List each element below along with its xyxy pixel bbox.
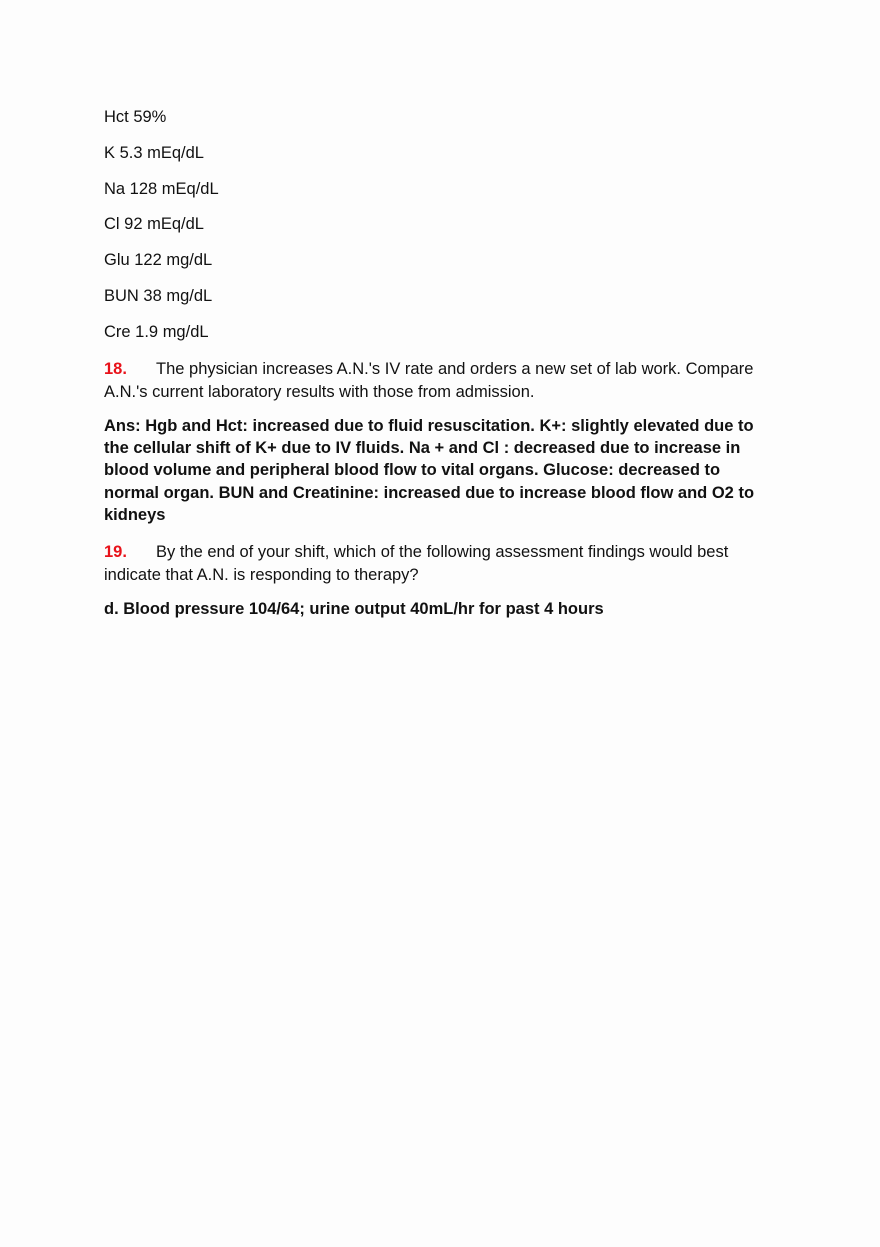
question-text: The physician increases A.N.'s IV rate and orders a new set of lab work. Compare A.N.'s current laboratory results with those from admission.	[104, 359, 754, 401]
lab-value-glu: Glu 122 mg/dL	[104, 251, 213, 270]
lab-value-cre: Cre 1.9 mg/dL	[104, 322, 209, 341]
lab-value-na: Na 128 mEq/dL	[104, 179, 219, 198]
question-19	[104, 541, 776, 587]
answer-19: d. Blood pressure 104/64; urine output 40mL/hr for past 4 hours	[104, 599, 604, 618]
question-text: By the end of your shift, which of the following assessment findings would best indicate that A.N. is responding to therapy?	[104, 542, 729, 584]
answer-18: Ans: Hgb and Hct: increased due to fluid resuscitation. K+: slightly elevated due to the cellular shift of K+ due to IV fluids. Na + and Cl : decreased due to increase in blood volume and peripheral blood flow to vital organs. Glucose: decreased to normal organ. BUN and Creatinine: increased due to increase blood flow and O2 to kidneys	[104, 416, 755, 525]
lab-value-k: K 5.3 mEq/dL	[104, 143, 204, 162]
lab-value-bun: BUN 38 mg/dL	[104, 286, 213, 305]
document-content	[104, 107, 776, 634]
question-number: 19.	[104, 542, 127, 561]
question-number: 18.	[104, 359, 127, 378]
lab-value-cl: Cl 92 mEq/dL	[104, 215, 204, 234]
lab-value-hct: Hct 59%	[104, 108, 167, 126]
question-18	[104, 358, 776, 404]
